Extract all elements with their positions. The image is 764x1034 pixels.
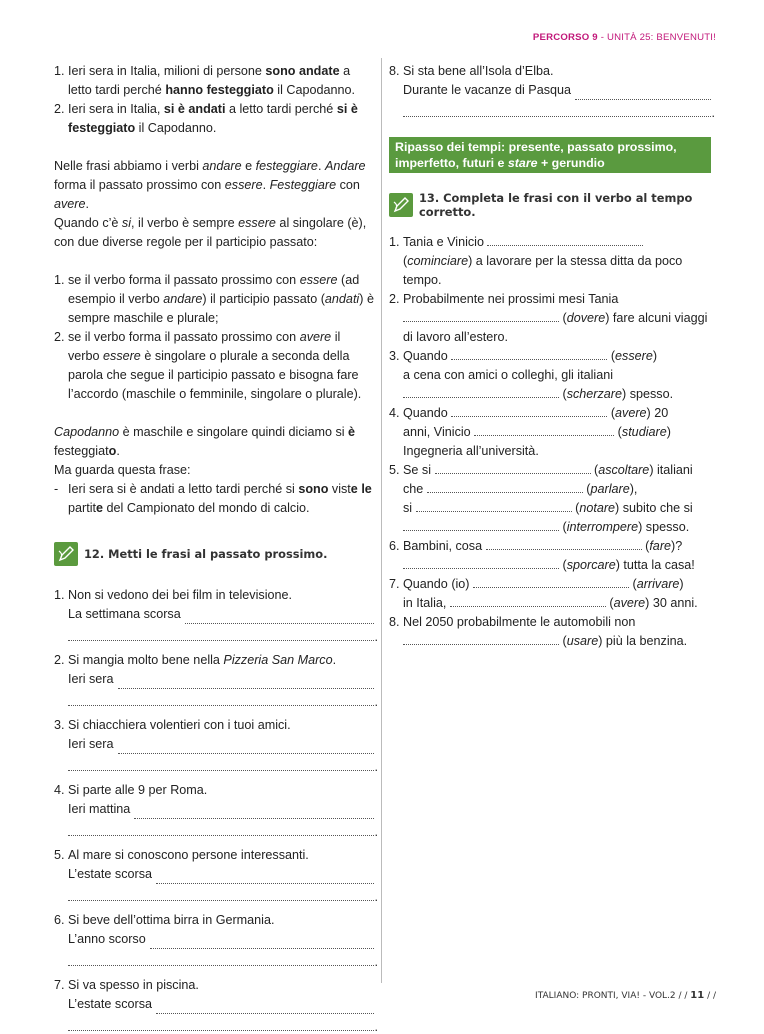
answer-blank[interactable]: . [68, 1014, 374, 1031]
exercise-12-item: 7. Si va spesso in piscina. L’estate scorsa . [54, 978, 378, 1034]
answer-blank[interactable]: . [68, 754, 374, 771]
answer-blank[interactable] [403, 385, 559, 398]
exercise-13-item: 1. Tania e Vinicio (cominciare) a lavorare per la stessa ditta da poco tempo. [389, 235, 683, 287]
pencil-icon [389, 193, 413, 217]
answer-blank[interactable] [474, 423, 614, 436]
answer-blank[interactable] [486, 537, 642, 550]
special-example: - Ieri sera si è andati a letto tardi perché si sono viste le partite del Campionato del mondo di calcio. [54, 482, 372, 515]
exercise-12-item: 3. Si chiacchiera volentieri con i tuoi amici. Ieri sera . [54, 718, 378, 774]
explanation-paragraph-4: Ma guarda questa frase: [54, 463, 191, 477]
answer-blank[interactable] [134, 806, 374, 819]
footer-end: / / [704, 991, 716, 1001]
answer-blank[interactable] [403, 309, 559, 322]
exercise-12-item: 6. Si beve dell’ottima birra in Germania. L’anno scorso . [54, 913, 378, 969]
exercise-12-item: 5. Al mare si conoscono persone interessanti. L’estate scorsa . [54, 848, 378, 904]
exercise-13-item: 5. Se si (ascoltare) italiani che (parlare), si (notare) subito che si (interrompere) spesso. [389, 463, 693, 534]
answer-blank[interactable] [427, 480, 583, 493]
rule-2: 2. se il verbo forma il passato prossimo con avere il verbo essere è singolare o plurale a seconda della parola che segue il participio passato e bisogna fare l’accordo (maschile o femminile, singolare o plurale). [54, 330, 362, 401]
answer-blank[interactable]: . [68, 884, 374, 901]
exercise-13-item: 3. Quando (essere) a cena con amici o colleghi, gli italiani (scherzare) spesso. [389, 349, 674, 401]
answer-blank[interactable] [156, 1001, 374, 1014]
answer-blank[interactable]: . [68, 819, 374, 836]
exercise-12-item: 8. Si sta bene all’Isola d’Elba. Durante le vacanze di Pasqua . [389, 64, 715, 120]
answer-blank[interactable] [416, 499, 572, 512]
answer-blank[interactable]: . [68, 949, 374, 966]
page-footer [535, 990, 716, 1001]
exercise-13-item: 8. Nel 2050 probabilmente le automobili non (usare) più la benzina. [389, 615, 688, 648]
exercise-12-item: 2. Si mangia molto bene nella Pizzeria San Marco. Ieri sera . [54, 653, 378, 709]
answer-blank[interactable] [403, 632, 559, 645]
exercise-13-heading [389, 191, 711, 219]
exercise-13-item: 2. Probabilmente nei prossimi mesi Tania (dovere) fare alcuni viaggi di lavoro all’estero. [389, 292, 708, 344]
header-section: PERCORSO 9 [532, 32, 598, 43]
right-column [389, 62, 715, 651]
answer-blank[interactable] [185, 611, 374, 624]
pencil-icon [54, 542, 78, 566]
answer-blank[interactable] [403, 518, 559, 531]
exercise-13-item: 4. Quando (avere) 20 anni, Vinicio (studiare) Ingegneria all’università. [389, 406, 671, 458]
answer-blank[interactable] [150, 936, 374, 949]
left-column [54, 62, 378, 1034]
exercise-13-title: 13. Completa le frasi con il verbo al tempo corretto. [419, 191, 693, 219]
answer-blank[interactable] [435, 461, 591, 474]
exercise-12-title: 12. Metti le frasi al passato prossimo. [84, 547, 328, 561]
footer-book-title: ITALIANO: PRONTI, VIA! - VOL.2 / / [535, 991, 691, 1001]
answer-blank[interactable]: . [68, 689, 374, 706]
answer-blank[interactable] [118, 676, 375, 689]
exercise-13-item: 7. Quando (io) (arrivare) in Italia, (avere) 30 anni. [389, 577, 698, 610]
intro-example-2: 2. Ieri sera in Italia, si è andati a letto tardi perché si è festeggiato il Capodanno. [54, 102, 358, 135]
answer-blank[interactable] [450, 594, 606, 607]
running-header [533, 32, 716, 43]
answer-blank[interactable] [473, 575, 629, 588]
answer-blank[interactable]: . [68, 624, 374, 641]
answer-blank[interactable]: . [403, 100, 711, 117]
exercise-12-item: 4. Si parte alle 9 per Roma. Ieri mattina . [54, 783, 378, 839]
exercise-13-item: 6. Bambini, cosa (fare)? (sporcare) tutta la casa! [389, 539, 695, 572]
answer-blank[interactable] [118, 741, 375, 754]
answer-blank[interactable] [487, 233, 643, 246]
grammar-review-banner: Ripasso dei tempi: presente, passato prossimo, imperfetto, futuri e stare + gerundio [389, 137, 711, 173]
answer-blank[interactable] [451, 347, 607, 360]
answer-blank[interactable] [451, 404, 607, 417]
explanation-paragraph-2: Quando c’è si, il verbo è sempre essere al singolare (è), con due diverse regole per il participio passato: [54, 216, 367, 249]
header-unit: - UNITÀ 25: BENVENUTI! [597, 32, 716, 43]
column-divider [381, 58, 382, 983]
explanation-paragraph-3: Capodanno è maschile e singolare quindi diciamo si è festeggiato. [54, 425, 356, 458]
answer-blank[interactable] [575, 87, 711, 100]
page-number: 11 [690, 990, 705, 1001]
answer-blank[interactable] [403, 556, 559, 569]
answer-blank[interactable] [156, 871, 374, 884]
rule-1: 1. se il verbo forma il passato prossimo con essere (ad esempio il verbo andare) il participio passato (andati) è sempre maschile e plurale; [54, 273, 374, 325]
exercise-12-item: 1. Non si vedono dei bei film in televisione. La settimana scorsa . [54, 588, 378, 644]
explanation-paragraph-1: Nelle frasi abbiamo i verbi andare e festeggiare. Andare forma il passato prossimo con essere. Festeggiare con avere. [54, 159, 366, 211]
exercise-12-heading [54, 542, 374, 566]
intro-example-1: 1. Ieri sera in Italia, milioni di persone sono andate a letto tardi perché hanno festeggiato il Capodanno. [54, 64, 355, 97]
